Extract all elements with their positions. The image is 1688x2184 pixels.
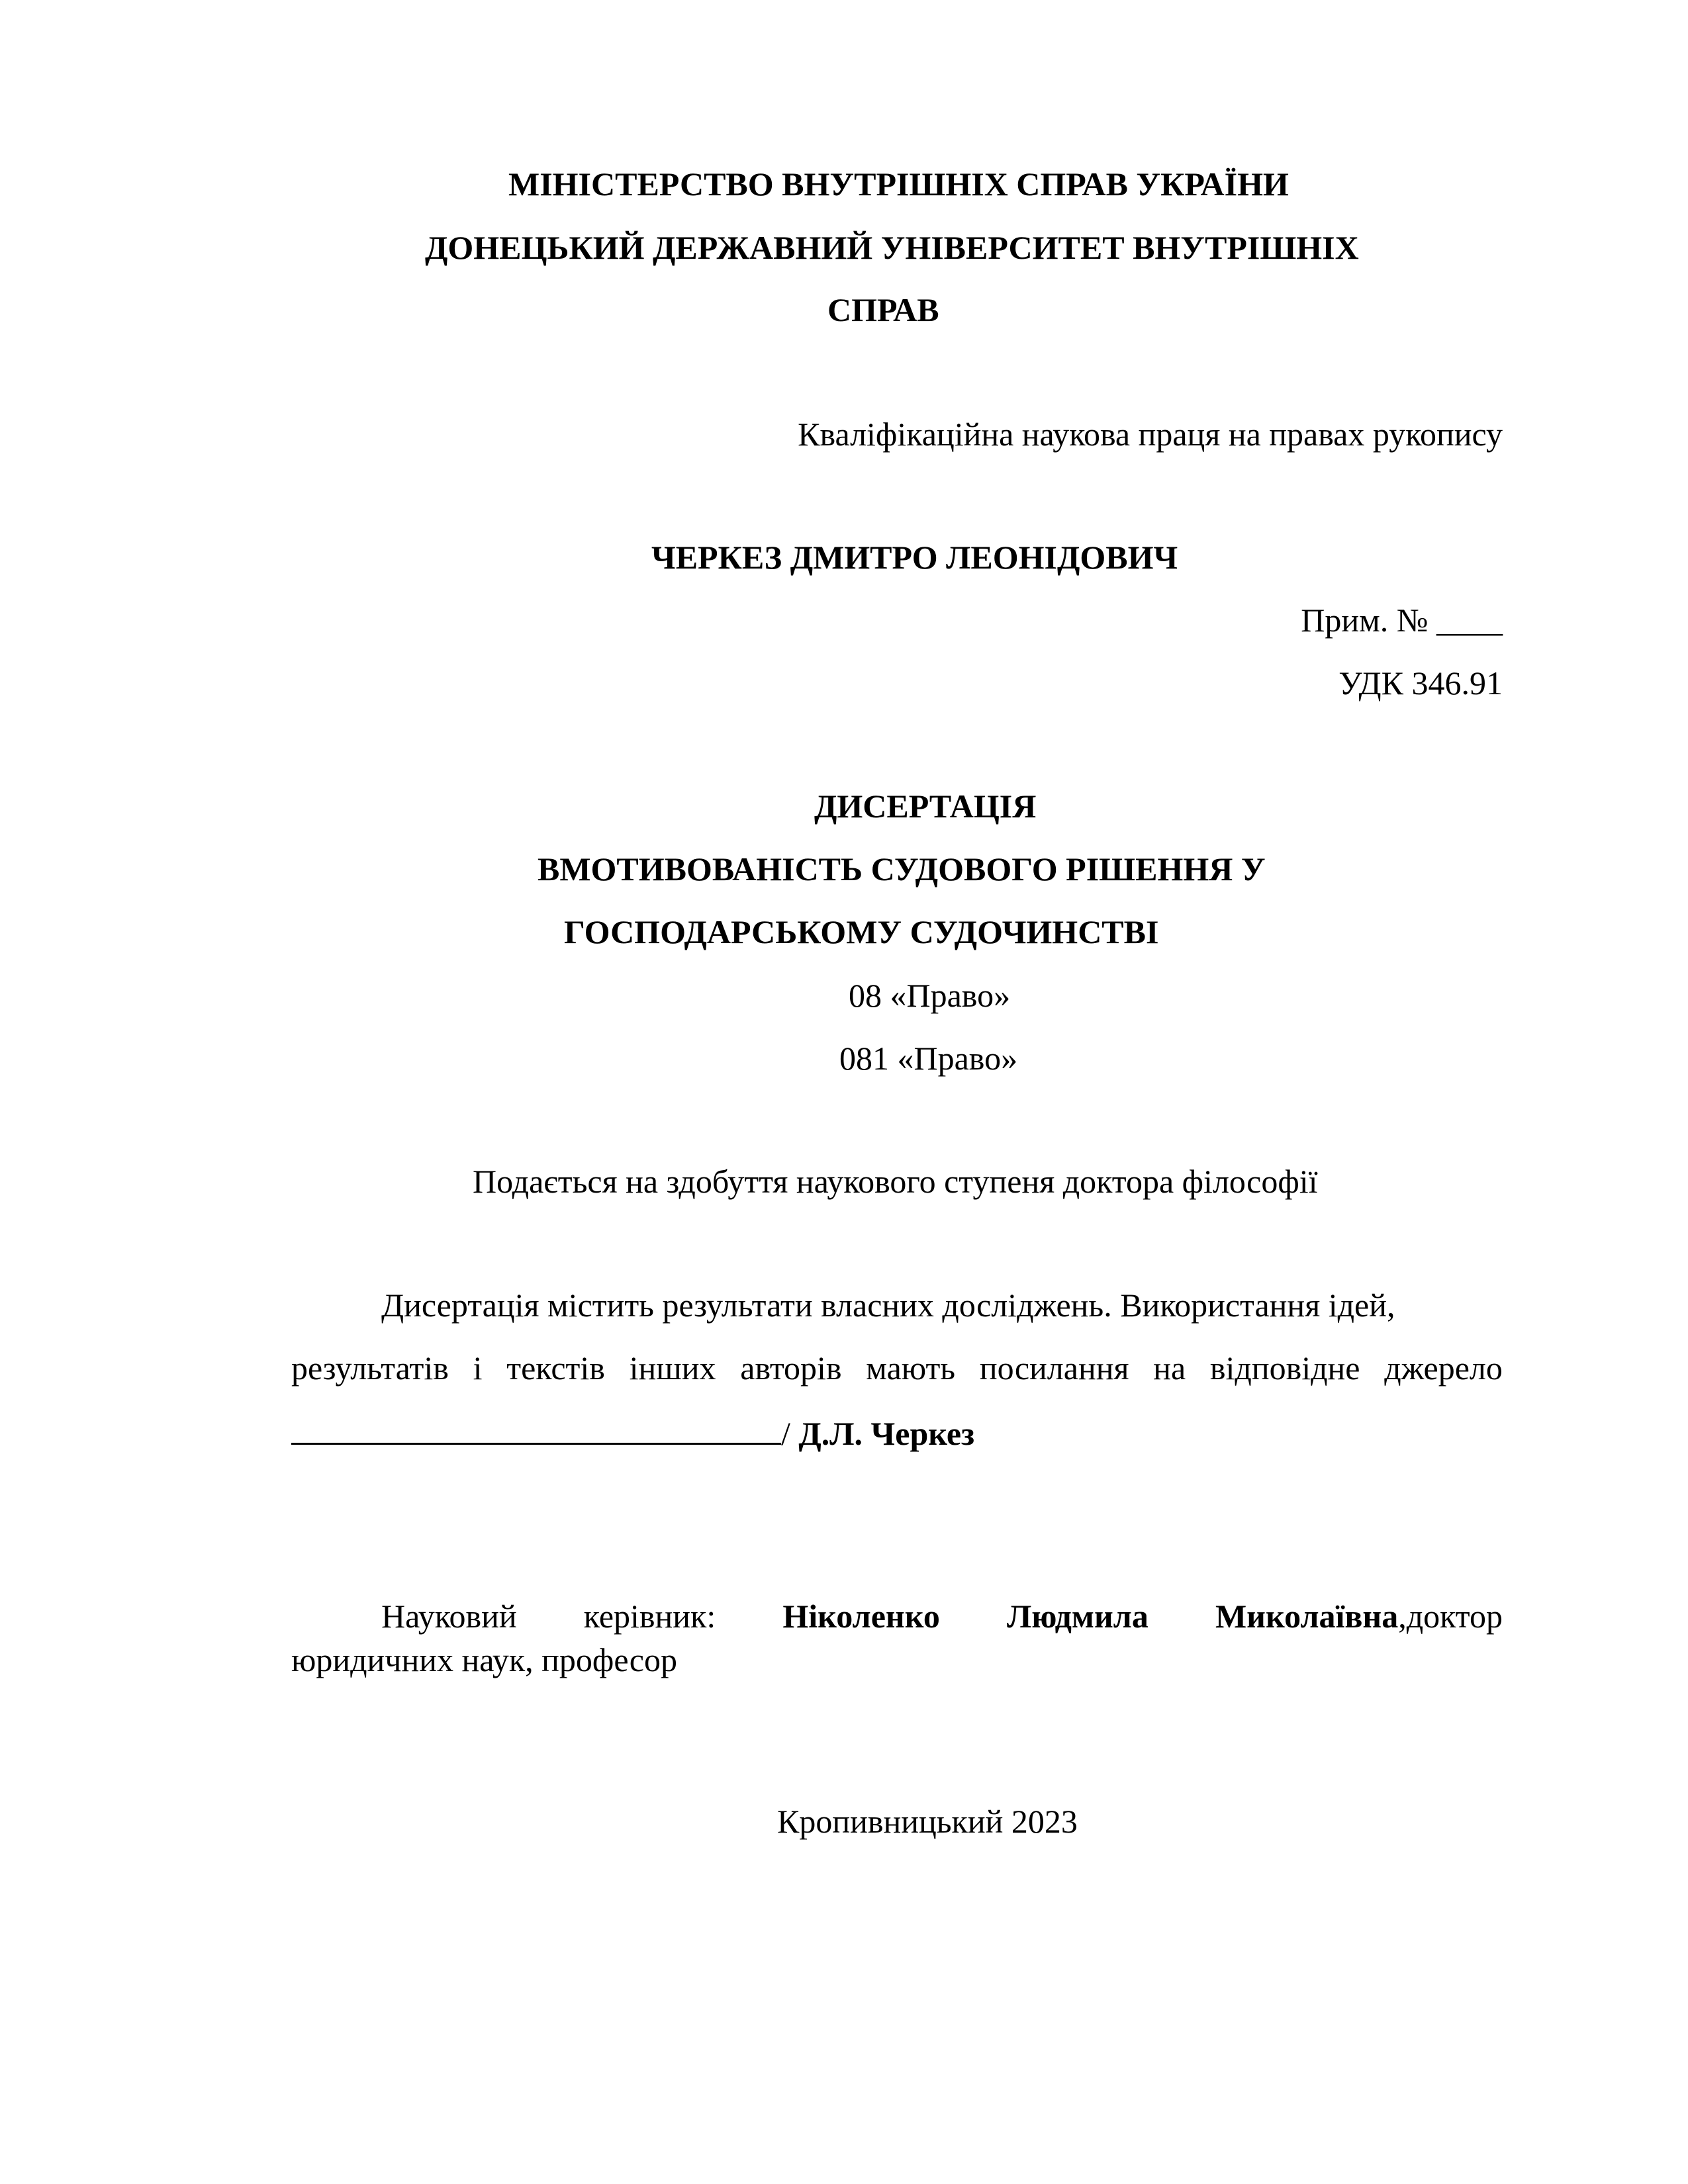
dissertation-label: ДИСЕРТАЦІЯ: [814, 788, 1037, 825]
dissertation-title-line2: ГОСПОДАРСЬКОМУ СУДОЧИНСТВІ: [564, 913, 1159, 950]
originality-word: авторів: [740, 1349, 842, 1387]
supervisor-label-2: керівник:: [583, 1598, 716, 1635]
author-name: ЧЕРКЕЗ ДМИТРО ЛЕОНІДОВИЧ: [651, 539, 1178, 576]
field-of-knowledge: 08 «Право»: [849, 977, 1011, 1014]
originality-word: мають: [866, 1349, 956, 1387]
supervisor-line2: юридичних наук, професор: [291, 1641, 677, 1678]
originality-line2: [291, 1348, 1503, 1388]
originality-word: результатів: [291, 1349, 449, 1387]
udc-code: УДК 346.91: [1338, 664, 1503, 702]
supervisor-surname: Ніколенко: [782, 1598, 940, 1635]
manuscript-note: Кваліфікаційна наукова праця на правах рукопису: [798, 416, 1503, 453]
university-title-line2: СПРАВ: [827, 291, 939, 328]
supervisor-title-tail: ,доктор: [1398, 1598, 1503, 1635]
specialty: 081 «Право»: [839, 1040, 1018, 1077]
signature-separator: /: [781, 1415, 799, 1452]
originality-word: відповідне: [1209, 1349, 1360, 1387]
supervisor-patronymic: Миколаївна: [1215, 1598, 1399, 1635]
originality-word: інших: [629, 1349, 716, 1387]
ministry-title: МІНІСТЕРСТВО ВНУТРІШНІХ СПРАВ УКРАЇНИ: [508, 165, 1289, 203]
signature-block: [291, 1411, 974, 1453]
degree-statement: Подається на здобуття наукового ступеня доктора філософії: [473, 1163, 1318, 1200]
place-year: Кропивницький 2023: [777, 1803, 1078, 1840]
originality-word: на: [1153, 1349, 1186, 1387]
signature-name: Д.Л. Черкез: [798, 1415, 975, 1452]
signature-line: [291, 1411, 781, 1445]
dissertation-title-line1: ВМОТИВОВАНІСТЬ СУДОВОГО РІШЕННЯ У: [538, 850, 1266, 887]
university-title-line1: ДОНЕЦЬКИЙ ДЕРЖАВНИЙ УНІВЕРСИТЕТ ВНУТРІШНІХ: [425, 229, 1359, 266]
originality-word: і: [473, 1349, 483, 1387]
originality-word: посилання: [979, 1349, 1129, 1387]
originality-line1: Дисертація містить результати власних досліджень. Використання ідей,: [381, 1287, 1395, 1324]
originality-word: джерело: [1384, 1349, 1503, 1387]
copy-number: Прим. № ____: [1301, 602, 1503, 639]
originality-word: текстів: [506, 1349, 605, 1387]
supervisor-label: Науковий: [381, 1598, 517, 1635]
supervisor-patronymic-group: [1215, 1596, 1503, 1636]
supervisor-line1: [291, 1596, 1503, 1636]
supervisor-first-name: Людмила: [1007, 1598, 1149, 1635]
